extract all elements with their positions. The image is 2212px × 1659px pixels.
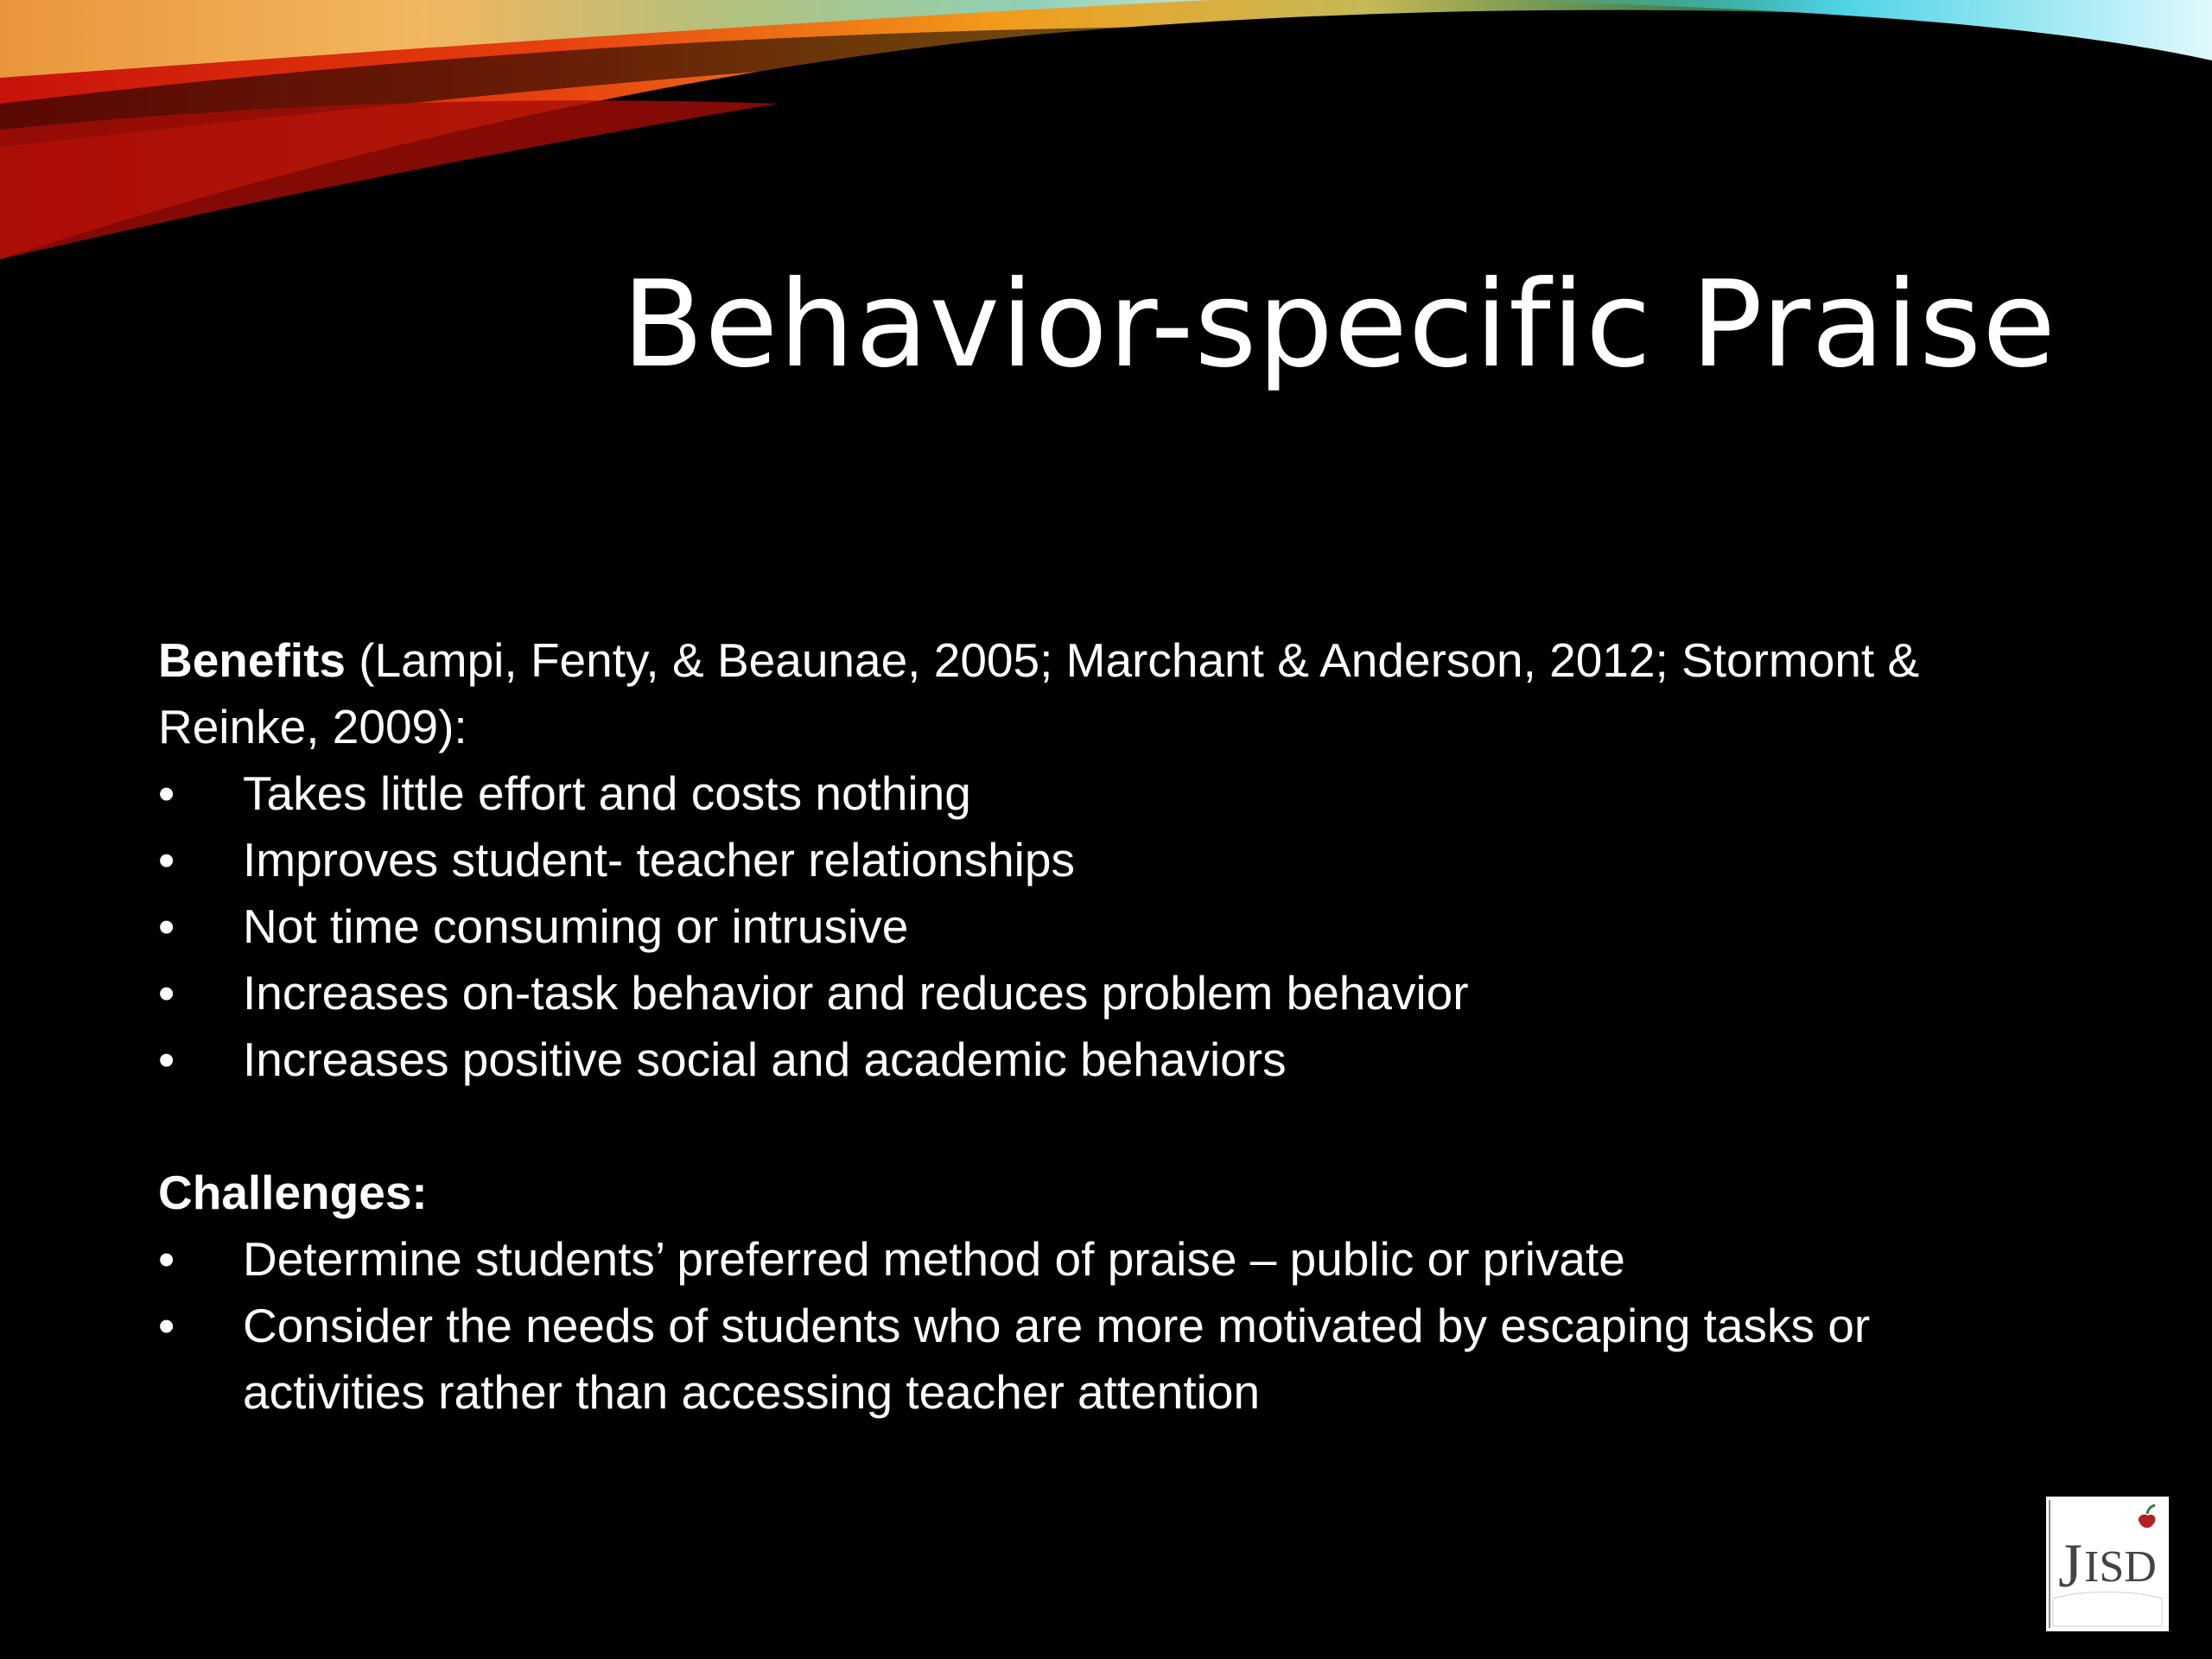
benefits-list bbox=[158, 760, 2007, 1093]
bullet-icon: • bbox=[158, 899, 175, 953]
benefits-label: Benefits bbox=[158, 633, 346, 687]
list-item bbox=[158, 960, 2007, 1027]
list-item bbox=[158, 827, 2007, 893]
bullet-icon: • bbox=[158, 966, 175, 1020]
challenges-label: Challenges: bbox=[158, 1166, 428, 1219]
benefit-text: Increases positive social and academic behaviors bbox=[243, 1033, 1287, 1086]
list-item bbox=[158, 893, 2007, 960]
slide-title: Behavior-specific Praise bbox=[621, 255, 2056, 394]
svg-text:J: J bbox=[2058, 1531, 2083, 1600]
list-item bbox=[158, 1293, 2007, 1426]
list-item bbox=[158, 1027, 2007, 1093]
slide-body bbox=[158, 627, 2007, 1426]
svg-text:ISD: ISD bbox=[2084, 1542, 2157, 1592]
section-spacer bbox=[158, 1093, 2007, 1160]
benefit-text: Takes little effort and costs nothing bbox=[243, 766, 971, 820]
benefit-text: Improves student- teacher relationships bbox=[243, 833, 1075, 887]
benefits-heading bbox=[158, 627, 2007, 760]
challenges-heading bbox=[158, 1160, 2007, 1226]
challenge-text: Consider the needs of students who are more motivated by escaping tasks or activities rather than accessing teacher attention bbox=[243, 1299, 1871, 1419]
list-item bbox=[158, 1226, 2007, 1293]
challenges-list bbox=[158, 1226, 2007, 1426]
benefit-text: Increases on-task behavior and reduces problem behavior bbox=[243, 966, 1469, 1020]
bullet-icon: • bbox=[158, 833, 175, 887]
benefits-citation: (Lampi, Fenty, & Beaunae, 2005; Marchant & Anderson, 2012; Stormont & Reinke, 2009): bbox=[158, 633, 1920, 753]
challenge-text: Determine students’ preferred method of praise – public or private bbox=[243, 1232, 1625, 1286]
bullet-icon: • bbox=[158, 1299, 175, 1352]
bullet-icon: • bbox=[158, 1033, 175, 1086]
rainbow-swoosh-decoration bbox=[0, 0, 2212, 276]
list-item bbox=[158, 760, 2007, 827]
jisd-logo bbox=[2046, 1497, 2169, 1631]
bullet-icon: • bbox=[158, 1232, 175, 1286]
benefit-text: Not time consuming or intrusive bbox=[243, 899, 909, 953]
bullet-icon: • bbox=[158, 766, 175, 820]
